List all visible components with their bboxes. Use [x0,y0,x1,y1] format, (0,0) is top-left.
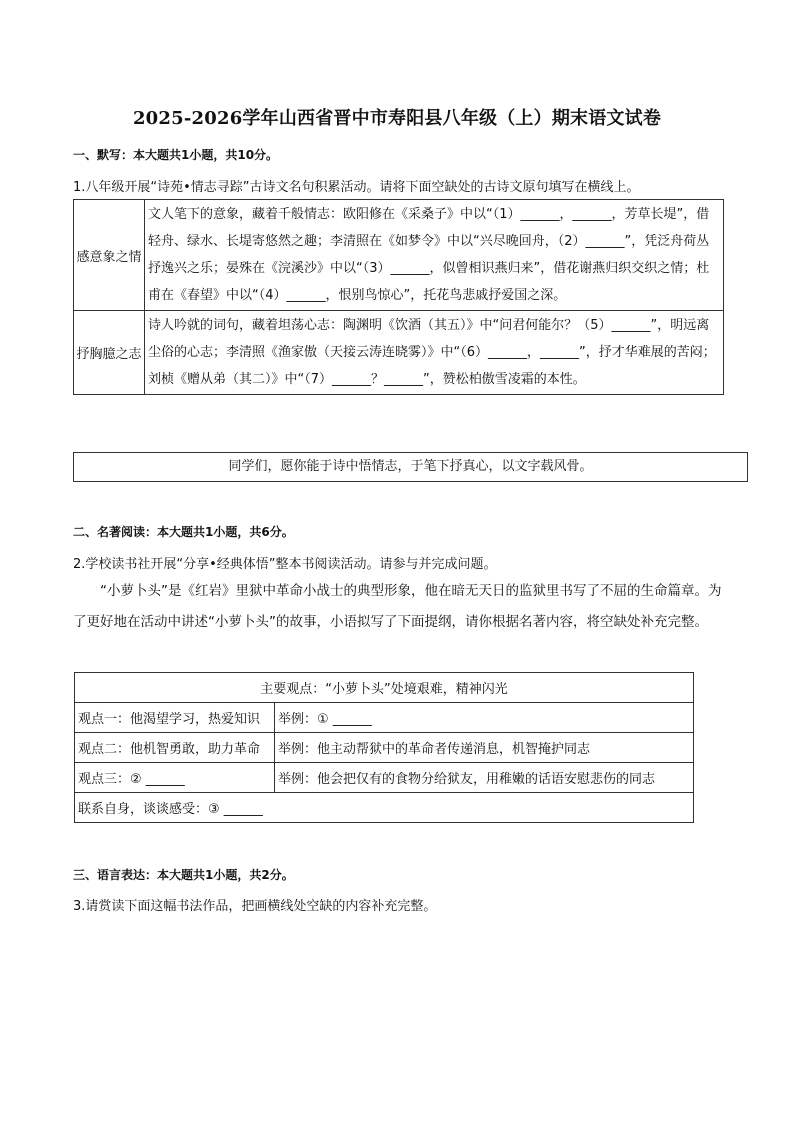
outline-example: 举例：他主动帮狱中的革命者传递消息，机智掩护同志 [275,733,694,763]
row-label: 抒胸臆之志 [74,311,145,395]
table-row [75,703,694,733]
table-row [74,311,724,395]
table-row [75,673,694,703]
table-row [75,763,694,793]
section-1-heading: 一、默写：本大题共1小题，共10分。 [73,148,279,162]
row-label: 感意象之情 [74,200,145,311]
table-row [75,793,694,823]
outline-table [74,672,694,823]
row-content: 诗人吟就的词句，藏着坦荡心志：陶渊明《饮酒（其五）》中“问君何能尔？（5）______”，明远离尘俗的心志；李清照《渔家傲（天接云涛连晓雾）》中“（6）______，______”，抒才华难展的苦闷；刘桢《赠从弟（其二）》中“（7）______？______”，赞松柏傲雪凌霜的本性。 [145,311,724,395]
question-2-paragraph: “小萝卜头”是《红岩》里狱中革命小战士的典型形象，他在暗无天日的监狱里书写了不屈的生命篇章。为了更好地在活动中讲述“小萝卜头”的故事，小语拟写了下面提纲，请你根据名著内容，将空缺处补充完整。 [73,583,722,630]
outline-point: 观点一：他渴望学习，热爱知识 [75,703,275,733]
question-3-prompt: 3.请赏读下面这幅书法作品，把画横线处空缺的内容补充完整。 [73,899,437,914]
section-2-heading: 二、名著阅读：本大题共1小题，共6分。 [73,525,294,539]
poetry-table-footer: 同学们，愿你能于诗中悟情志，于笔下抒真心，以文字载风骨。 [73,452,748,482]
outline-point: 观点三：② ______ [75,763,275,793]
outline-point: 观点二：他机智勇敢，助力革命 [75,733,275,763]
page-title: 2025-2026学年山西省晋中市寿阳县八年级（上）期末语文试卷 [132,108,662,129]
outline-example: 举例：① ______ [275,703,694,733]
outline-footer: 联系自身，谈谈感受：③ ______ [75,793,694,823]
poetry-table [73,199,724,395]
table-row [74,200,724,311]
row-content: 文人笔下的意象，藏着千般情志：欧阳修在《采桑子》中以“（1）______，______，芳草长堤”，借轻舟、绿水、长堤寄悠然之趣；李清照在《如梦令》中以“兴尽晚回舟，（2）______”，凭泛舟荷丛抒逸兴之乐；晏殊在《浣溪沙》中以“（3）______，似曾相识燕归来”，借花谢燕归织交织之情；杜甫在《春望》中以“（4）______，恨别鸟惊心”，托花鸟悲戚抒爱国之深。 [145,200,724,311]
outline-example: 举例：他会把仅有的食物分给狱友，用稚嫩的话语安慰悲伤的同志 [275,763,694,793]
table-row [75,733,694,763]
question-1-prompt: 1.八年级开展“诗苑•情志寻踪”古诗文名句积累活动。请将下面空缺处的古诗文原句填写在横线上。 [73,180,640,195]
question-2-prompt: 2.学校读书社开展“分享•经典体悟”整本书阅读活动。请参与并完成问题。 [73,557,497,572]
section-3-heading: 三、语言表达：本大题共1小题，共2分。 [73,868,294,882]
outline-header: 主要观点：“小萝卜头”处境艰难，精神闪光 [75,673,694,703]
